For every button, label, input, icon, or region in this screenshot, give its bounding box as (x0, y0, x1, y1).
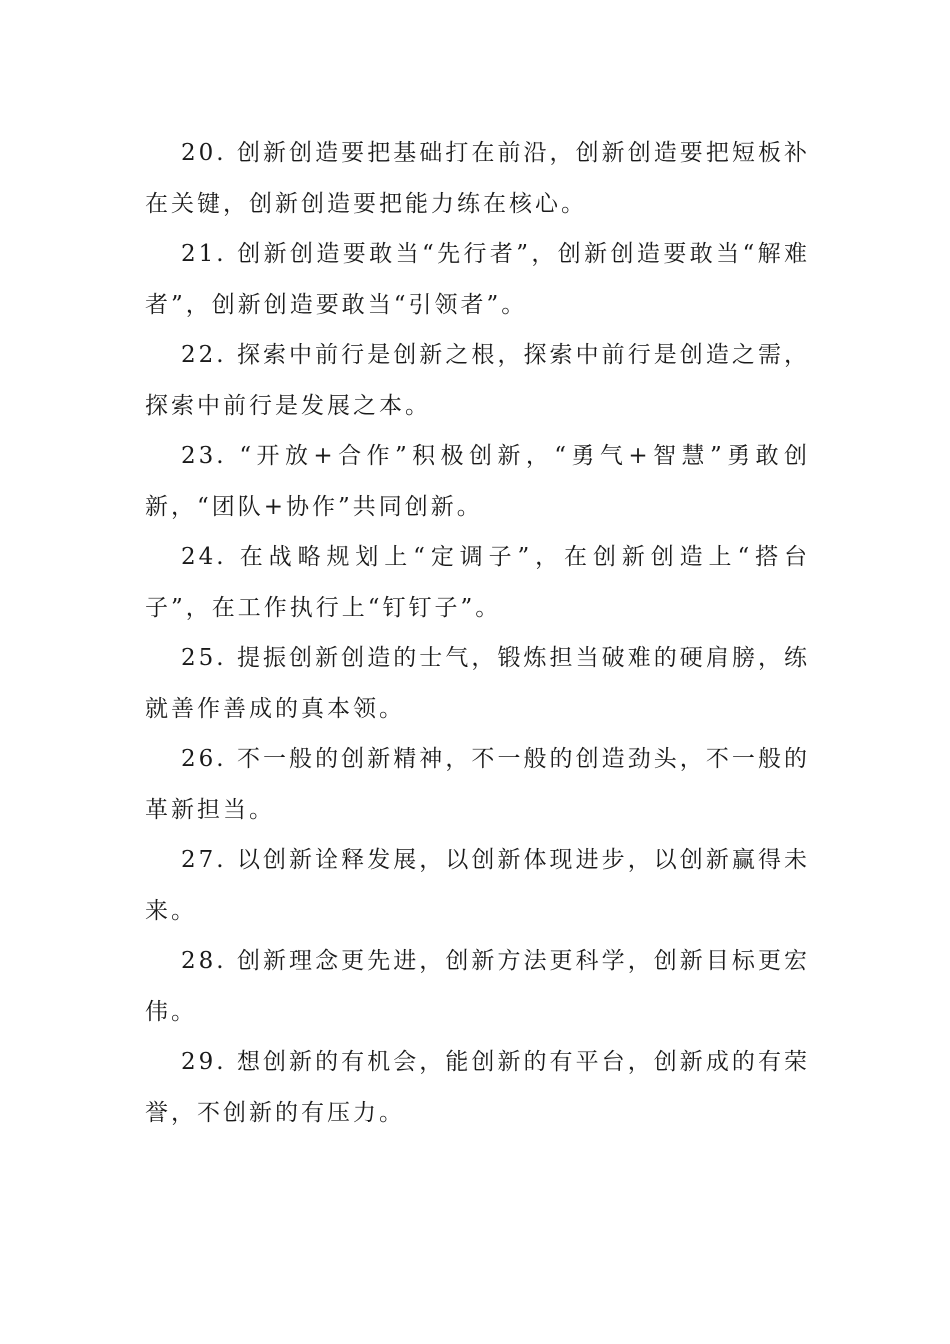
paragraph-22: 22. 探索中前行是创新之根，探索中前行是创造之需，探索中前行是发展之本。 (145, 342, 810, 419)
paragraph-24: 24. 在战略规划上“定调子”，在创新创造上“搭台子”，在工作执行上“钉钉子”。 (145, 544, 810, 621)
paragraph-27: 27. 以创新诠释发展，以创新体现进步，以创新赢得未来。 (145, 847, 810, 924)
paragraph-25: 25. 提振创新创造的士气，锻炼担当破难的硬肩膀，练就善作善成的真本领。 (145, 645, 810, 722)
paragraph-23: 23. “开放+合作”积极创新，“勇气+智慧”勇敢创新，“团队+协作”共同创新。 (145, 443, 810, 520)
document-body (145, 128, 810, 1138)
paragraph-26: 26. 不一般的创新精神，不一般的创造劲头，不一般的革新担当。 (145, 746, 810, 823)
paragraph-28: 28. 创新理念更先进，创新方法更科学，创新目标更宏伟。 (145, 948, 810, 1025)
paragraph-20: 20. 创新创造要把基础打在前沿，创新创造要把短板补在关键，创新创造要把能力练在核心。 (145, 140, 810, 217)
paragraph-21: 21. 创新创造要敢当“先行者”，创新创造要敢当“解难者”，创新创造要敢当“引领者”。 (145, 241, 810, 318)
paragraph-29: 29. 想创新的有机会，能创新的有平台，创新成的有荣誉，不创新的有压力。 (145, 1049, 810, 1126)
